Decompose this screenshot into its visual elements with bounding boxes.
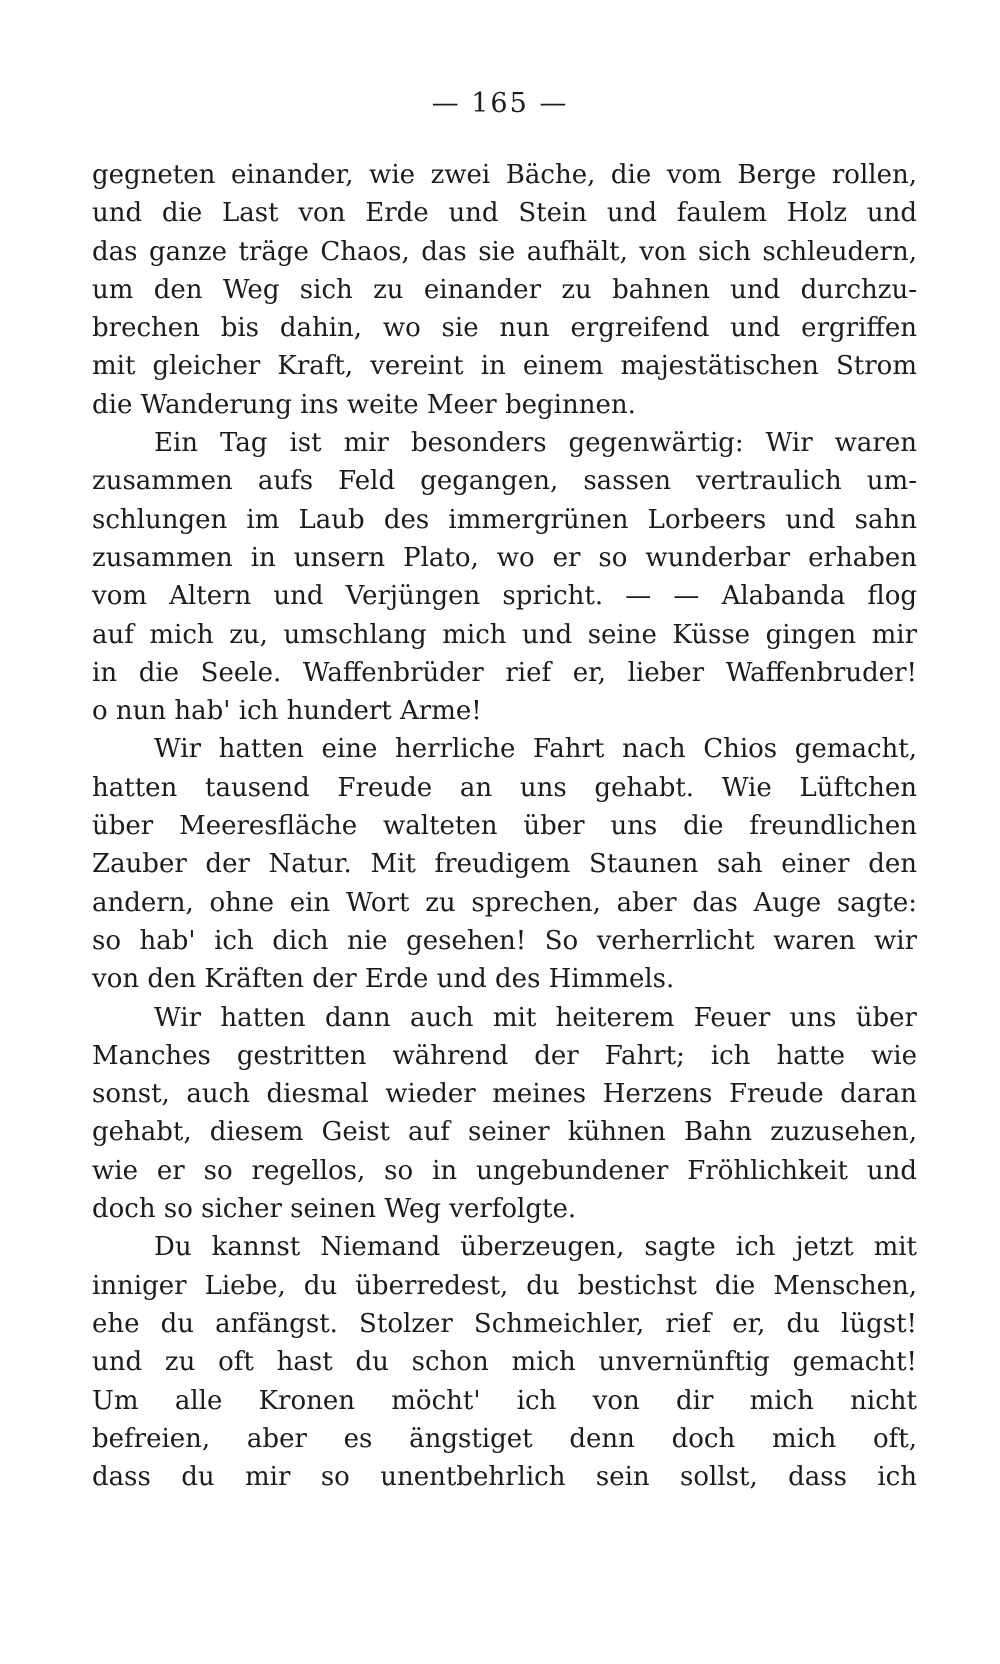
text-line: schlungen im Laub des immergrünen Lorbeers und sahn bbox=[92, 504, 917, 535]
text-line: auf mich zu, umschlang mich und seine Küsse gingen mir bbox=[92, 619, 917, 650]
text-line: wie er so regellos, so in ungebundener Fröhlichkeit und bbox=[92, 1155, 917, 1186]
text-line: Du kannst Niemand überzeugen, sagte ich jetzt mit bbox=[154, 1232, 917, 1263]
text-line: sonst, auch diesmal wieder meines Herzens Freude daran bbox=[92, 1079, 917, 1110]
paragraph bbox=[92, 730, 917, 998]
text-line: die Wanderung ins weite Meer beginnen. bbox=[92, 389, 636, 420]
text-line: Manches gestritten während der Fahrt; ich hatte wie bbox=[92, 1040, 917, 1071]
text-line: vom Altern und Verjüngen spricht. — — Alabanda flog bbox=[92, 581, 917, 612]
text-line: Zauber der Natur. Mit freudigem Staunen sah einer den bbox=[92, 849, 917, 880]
text-line: inniger Liebe, du überredest, du bestichst die Menschen, bbox=[92, 1270, 917, 1301]
text-line: befreien, aber es ängstiget denn doch mich oft, bbox=[92, 1423, 917, 1454]
text-line: brechen bis dahin, wo sie nun ergreifend und ergriffen bbox=[92, 313, 917, 344]
body-text bbox=[92, 156, 917, 1496]
text-line: Ein Tag ist mir besonders gegenwärtig: Wir waren bbox=[154, 428, 917, 459]
paragraph bbox=[92, 999, 917, 1229]
text-line: und zu oft hast du schon mich unvernünftig gemacht! bbox=[92, 1347, 917, 1378]
text-line: hatten tausend Freude an uns gehabt. Wie Lüftchen bbox=[92, 772, 917, 803]
text-line: o nun hab' ich hundert Arme! bbox=[92, 696, 482, 727]
text-line: dass du mir so unentbehrlich sein sollst, dass ich bbox=[92, 1462, 917, 1493]
text-line: um den Weg sich zu einander zu bahnen und durchzu- bbox=[92, 274, 917, 305]
text-line: gegneten einander, wie zwei Bäche, die vom Berge rollen, bbox=[92, 160, 917, 190]
text-line: doch so sicher seinen Weg verfolgte. bbox=[92, 1194, 577, 1225]
paragraph bbox=[92, 424, 917, 730]
text-line: Um alle Kronen möcht' ich von dir mich nicht bbox=[92, 1385, 917, 1416]
text-line: in die Seele. Waffenbrüder rief er, lieber Waffenbruder! bbox=[92, 657, 917, 688]
text-line: andern, ohne ein Wort zu sprechen, aber das Auge sagte: bbox=[92, 887, 917, 918]
text-line: zusammen in unsern Plato, wo er so wunderbar erhaben bbox=[92, 542, 917, 573]
text-line: so hab' ich dich nie gesehen! So verherrlicht waren wir bbox=[92, 925, 917, 956]
paragraph bbox=[92, 1228, 917, 1496]
text-line: zusammen aufs Feld gegangen, sassen vertraulich um- bbox=[92, 466, 917, 497]
paragraph bbox=[92, 156, 917, 424]
text-line: gehabt, diesem Geist auf seiner kühnen Bahn zuzusehen, bbox=[92, 1117, 917, 1148]
page-number: — 165 — bbox=[431, 88, 569, 119]
text-line: von den Kräften der Erde und des Himmels. bbox=[92, 964, 675, 995]
text-line: ehe du anfängst. Stolzer Schmeichler, rief er, du lügst! bbox=[92, 1308, 917, 1339]
text-line: über Meeresfläche walteten über uns die freundlichen bbox=[92, 811, 917, 842]
text-line: Wir hatten dann auch mit heiterem Feuer uns über bbox=[154, 1002, 917, 1033]
text-line: mit gleicher Kraft, vereint in einem majestätischen Strom bbox=[92, 351, 917, 382]
text-line: das ganze träge Chaos, das sie aufhält, von sich schleudern, bbox=[92, 236, 917, 267]
text-line: Wir hatten eine herrliche Fahrt nach Chios gemacht, bbox=[154, 734, 917, 765]
text-line: und die Last von Erde und Stein und faulem Holz und bbox=[92, 198, 917, 229]
